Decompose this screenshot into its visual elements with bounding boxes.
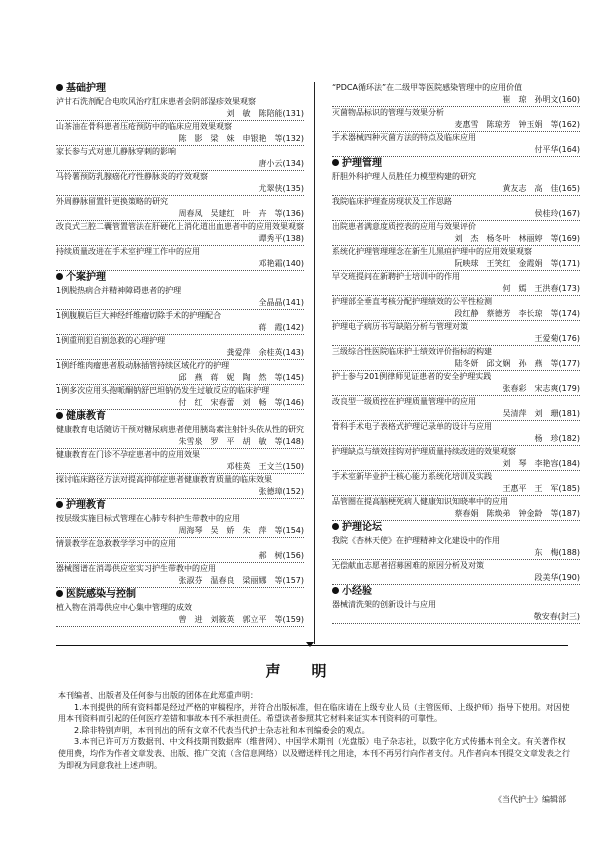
article-title: 探讨临床路径方法对提高抑郁症患者健康教育质量的临床效果 bbox=[56, 475, 272, 484]
toc-entry[interactable] bbox=[332, 107, 580, 132]
article-title: 护理部全垂直考核分配护理绩效的公平性检测 bbox=[332, 297, 492, 306]
bullet-icon bbox=[332, 523, 339, 530]
article-authors-page: 何 嫣 王洪春(173) bbox=[502, 284, 580, 293]
toc-entry[interactable] bbox=[332, 321, 580, 346]
article-authors-page: 吴清萍 刘 珊(181) bbox=[502, 409, 580, 418]
toc-entry[interactable] bbox=[332, 132, 580, 157]
toc-entry[interactable] bbox=[332, 271, 580, 296]
article-title: 1例腹膜后巨大神经纤维瘤切除手术的护理配合 bbox=[56, 311, 222, 320]
article-title: 家长参与式对患儿静脉穿刺的影响 bbox=[56, 147, 176, 156]
article-title: 器械图谱在消毒供应室实习护生带教中的应用 bbox=[56, 564, 216, 573]
article-title: 护理缺点与绩效挂钩对护理质量持续改进的效果观察 bbox=[332, 447, 516, 456]
article-authors-page: 朱雪泉 罗 平 胡 敏 等(148) bbox=[178, 437, 304, 446]
article-authors-page: 刘 琴 李艳容(184) bbox=[502, 459, 580, 468]
toc-entry[interactable] bbox=[56, 538, 304, 563]
article-title: 情景教学在急救教学学习中的应用 bbox=[56, 539, 176, 548]
article-title: 1例纤维肉瘤患者股动脉插管持续区域化疗的护理 bbox=[56, 361, 230, 370]
article-authors-page: 周海琴 吴 娇 朱 萍 等(154) bbox=[178, 526, 304, 535]
toc-entry[interactable] bbox=[56, 335, 304, 360]
article-title: 按层级实施目标式管理在心肺专科护生带教中的应用 bbox=[56, 514, 240, 523]
article-title: 护理电子病历书写缺陷分析与管理对策 bbox=[332, 322, 468, 331]
section-title: 护理论坛 bbox=[342, 522, 382, 533]
section-heading bbox=[332, 585, 580, 599]
toc-left-column bbox=[56, 82, 304, 627]
toc-entry[interactable] bbox=[332, 471, 580, 496]
article-title: 马铃薯预防乳腺癌化疗性静脉炎的疗效观察 bbox=[56, 172, 208, 181]
bullet-icon bbox=[56, 84, 63, 91]
section-title: 护理管理 bbox=[342, 158, 382, 169]
bullet-icon bbox=[332, 587, 339, 594]
statement-signature: 《当代护士》编辑部 bbox=[494, 795, 566, 804]
article-title: 肝胆外科护理人员胜任力模型构建的研究 bbox=[332, 172, 476, 181]
article-title: 泸甘石洗剂配合电吹风治疗肛床患者会阴部湿疹效果观察 bbox=[56, 97, 256, 106]
toc-entry[interactable] bbox=[56, 146, 304, 171]
toc-entry[interactable] bbox=[332, 560, 580, 585]
bullet-icon bbox=[56, 412, 63, 419]
article-title: 灭菌物品标识的管理与效果分析 bbox=[332, 108, 444, 117]
article-authors-page: 张德璋(152) bbox=[258, 487, 304, 496]
bullet-icon bbox=[56, 501, 63, 508]
separator-mark bbox=[306, 642, 314, 647]
bullet-icon bbox=[56, 590, 63, 597]
article-authors-page: 龚爱萍 余桂英(143) bbox=[226, 348, 304, 357]
article-title: 无偿献血志愿者招募困难的原因分析及对策 bbox=[332, 561, 484, 570]
article-authors-page: 刘 敏 陈陪能(131) bbox=[226, 109, 304, 118]
article-authors-page: 阮映球 王笑红 金霞娟 等(171) bbox=[454, 259, 580, 268]
section-title: 基础护理 bbox=[66, 83, 106, 94]
toc-entry[interactable] bbox=[332, 196, 580, 221]
section-title: 医院感染与控制 bbox=[66, 589, 136, 600]
article-authors-page: 杨 珍(182) bbox=[534, 434, 580, 443]
article-title: 1例多次应用头孢哌酮钠舒巴坦钠仍发生过敏反应的临床护理 bbox=[56, 386, 270, 395]
toc-entry[interactable] bbox=[56, 474, 304, 499]
article-title: 1例脱热病合并精神障碍患者的护理 bbox=[56, 286, 182, 295]
article-authors-page: 陈 影 梁 妹 申银艳 等(132) bbox=[178, 134, 304, 143]
toc-entry[interactable] bbox=[56, 121, 304, 146]
toc-entry[interactable] bbox=[56, 360, 304, 385]
article-title: 我院《杏林天使》在护理精神文化建设中的作用 bbox=[332, 536, 500, 545]
section-heading bbox=[56, 410, 304, 424]
section-heading bbox=[56, 588, 304, 602]
article-title: 外周静脉留置针更换策略的研究 bbox=[56, 197, 168, 206]
toc-entry[interactable] bbox=[56, 96, 304, 121]
article-authors-page: 郝 树(156) bbox=[258, 551, 304, 560]
toc-entry[interactable] bbox=[332, 371, 580, 396]
article-authors-page: 付 红 宋春蕾 刘 畅 等(146) bbox=[178, 398, 304, 407]
table-of-contents bbox=[50, 82, 580, 642]
article-title: 系统化护理管理理念在新生儿黑疸护理中的应用效果观察 bbox=[332, 247, 532, 256]
toc-entry[interactable] bbox=[56, 602, 304, 627]
statement-item: 3.本刊已许可万方数据刊、中文科技期刊数据库（维普网）、中国学术期刊（光盘版）电子杂志社，以数字化方式传播本刊全文。有关著作权使用费，均作为作者文章发表、出版、推广交流（含信息网络）以及赠送样刊之用途，本刊不再另行向作者支付。凡作者向本刊提交文章发表之行为即视为同意我社上述声明。 bbox=[58, 737, 570, 770]
article-title: 健康教育在门诊不孕症患者中的应用效果 bbox=[56, 450, 200, 459]
toc-entry[interactable] bbox=[56, 513, 304, 538]
article-authors-page: 蔡春娟 陈焕弟 钟金龄 等(187) bbox=[454, 509, 580, 518]
article-authors-page: 曾 进 刘筱英 郭立平 等(159) bbox=[178, 615, 304, 624]
article-authors-page: 王惠平 王 军(185) bbox=[502, 484, 580, 493]
toc-entry[interactable] bbox=[332, 446, 580, 471]
section-title: 健康教育 bbox=[66, 411, 106, 422]
statement-intro: 本刊编者、出版者及任何参与出版的团体在此郑重声明： bbox=[58, 691, 258, 700]
section-heading bbox=[56, 271, 304, 285]
toc-entry[interactable] bbox=[56, 246, 304, 271]
article-title: 手术器械四种灭菌方法的特点及临床应用 bbox=[332, 133, 476, 142]
toc-entry[interactable] bbox=[56, 563, 304, 588]
toc-entry[interactable] bbox=[332, 396, 580, 421]
toc-right-column bbox=[332, 82, 580, 624]
section-heading bbox=[332, 521, 580, 535]
article-authors-page: 周春凤 吴建红 叶 卉 等(136) bbox=[178, 209, 304, 218]
article-title: 持续质量改进在手术室护理工作中的应用 bbox=[56, 247, 200, 256]
article-authors-page: 张春彩 宋志爽(179) bbox=[502, 384, 580, 393]
toc-entry[interactable] bbox=[56, 449, 304, 474]
article-authors-page: 黄友志 高 佳(165) bbox=[502, 184, 580, 193]
article-title: 健康教育电话随访干预对糖尿病患者使用胰岛素注射针头依从性的研究 bbox=[56, 425, 304, 434]
section-heading bbox=[56, 499, 304, 513]
article-authors-page: 邱 燕 蒋 妮 陶 然 等(145) bbox=[178, 373, 304, 382]
article-authors-page: 唐小云(134) bbox=[258, 159, 304, 168]
toc-entry[interactable] bbox=[56, 196, 304, 221]
article-authors-page: 崔 琼 孙明文(160) bbox=[502, 95, 580, 104]
article-title: 器械清洗架的创新设计与应用 bbox=[332, 600, 436, 609]
toc-entry[interactable] bbox=[332, 82, 580, 107]
article-title: 改良式三腔二囊管置管法在肝硬化上消化道出血患者中的应用效果观察 bbox=[56, 222, 304, 231]
toc-entry[interactable] bbox=[332, 346, 580, 371]
article-title: 改良型一级质控在护理质量管理中的应用 bbox=[332, 397, 476, 406]
article-title: 山茶油在骨科患者压疮预防中的临床应用效果观察 bbox=[56, 122, 232, 131]
bullet-icon bbox=[56, 273, 63, 280]
section-title: 护理教育 bbox=[66, 500, 106, 511]
article-authors-page: 全晶晶(141) bbox=[258, 298, 304, 307]
article-title: 手术室新毕业护士核心能力系统化培训及实践 bbox=[332, 472, 492, 481]
article-title: 骨科手术电子表格式护理记录单的设计与应用 bbox=[332, 422, 492, 431]
statement-title: 声 明 bbox=[265, 662, 335, 680]
article-title: 三级综合性医院临床护士绩效评价指标的构建 bbox=[332, 347, 492, 356]
article-authors-page: 付平华(164) bbox=[534, 145, 580, 154]
statement-body bbox=[58, 690, 570, 771]
toc-entry[interactable] bbox=[56, 424, 304, 449]
article-authors-page: 刘 杰 杨冬叶 林丽婷 等(169) bbox=[454, 234, 580, 243]
article-authors-page: 王爱菊(176) bbox=[534, 334, 580, 343]
article-authors-page: 蒋 霞(142) bbox=[258, 323, 304, 332]
statement-item: 1.本刊提供的所有资料都是经过严格的审稿程序，并符合出版标准，但在临床请在上级专业人员（主管医师、上级护师）指导下使用。对因使用本刊资料而引起的任何医疗差错和事故本刊不承担责任。希望读者参照其它材料来证实本刊资料的可靠性。 bbox=[58, 702, 570, 724]
article-authors-page: 邓艳霜(140) bbox=[258, 259, 304, 268]
toc-entry[interactable] bbox=[332, 296, 580, 321]
article-title: 品管圈在提高脑梗死病人健康知识知晓率中的应用 bbox=[332, 497, 508, 506]
article-authors-page: 陆冬妍 邱文娴 孙 燕 等(177) bbox=[454, 359, 580, 368]
article-authors-page: 张淑芬 温春良 梁丽娜 等(157) bbox=[178, 576, 304, 585]
toc-entry[interactable] bbox=[56, 285, 304, 310]
toc-entry[interactable] bbox=[332, 221, 580, 246]
toc-entry[interactable] bbox=[332, 246, 580, 271]
toc-entry[interactable] bbox=[56, 171, 304, 196]
statement-item: 2.除非特别声明，本刊刊出的所有文章不代表当代护士杂志社和本刊编委会的观点。 bbox=[74, 725, 370, 735]
section-title: 小经验 bbox=[342, 586, 372, 597]
section-title: 个案护理 bbox=[66, 272, 106, 283]
article-authors-page: 尤翠侠(135) bbox=[258, 184, 304, 193]
toc-entry[interactable] bbox=[332, 599, 580, 624]
article-authors-page: 侯桂玲(167) bbox=[534, 209, 580, 218]
article-title: 护士参与201例律师见证患者的安全护理实践 bbox=[332, 372, 492, 381]
article-title: 出院患者满意度质控表的应用与效果评价 bbox=[332, 222, 476, 231]
section-heading bbox=[56, 82, 304, 96]
article-title: 我院临床护理查房现状及工作思路 bbox=[332, 197, 452, 206]
column-divider bbox=[314, 82, 315, 644]
toc-entry[interactable] bbox=[332, 535, 580, 560]
bullet-icon bbox=[332, 159, 339, 166]
toc-entry[interactable] bbox=[56, 310, 304, 335]
article-title: 植入物在消毒供应中心集中管理的成效 bbox=[56, 603, 192, 612]
toc-entry[interactable] bbox=[332, 496, 580, 521]
toc-entry[interactable] bbox=[332, 421, 580, 446]
toc-entry[interactable] bbox=[56, 385, 304, 410]
article-authors-page: 东 梅(188) bbox=[534, 548, 580, 557]
article-authors-page: 谭秀平(138) bbox=[258, 234, 304, 243]
article-title: 早交班提问在新聘护士培训中的作用 bbox=[332, 272, 460, 281]
article-authors-page: 段美华(190) bbox=[534, 573, 580, 582]
toc-entry[interactable] bbox=[332, 171, 580, 196]
article-authors-page: 邓桂英 王文兰(150) bbox=[226, 462, 304, 471]
article-authors-page: 段红静 蔡德芳 李长琼 等(174) bbox=[454, 309, 580, 318]
toc-entry[interactable] bbox=[56, 221, 304, 246]
article-title: 1例重刑犯自割急救的心理护理 bbox=[56, 336, 166, 345]
section-heading bbox=[332, 157, 580, 171]
article-authors-page: 麦惠雪 陈琼芳 钟玉娟 等(162) bbox=[454, 120, 580, 129]
article-title: “PDCA循环法”在二级甲等医院感染管理中的应用价值 bbox=[332, 83, 523, 92]
article-authors-page: 敬安春(封三) bbox=[533, 612, 580, 621]
